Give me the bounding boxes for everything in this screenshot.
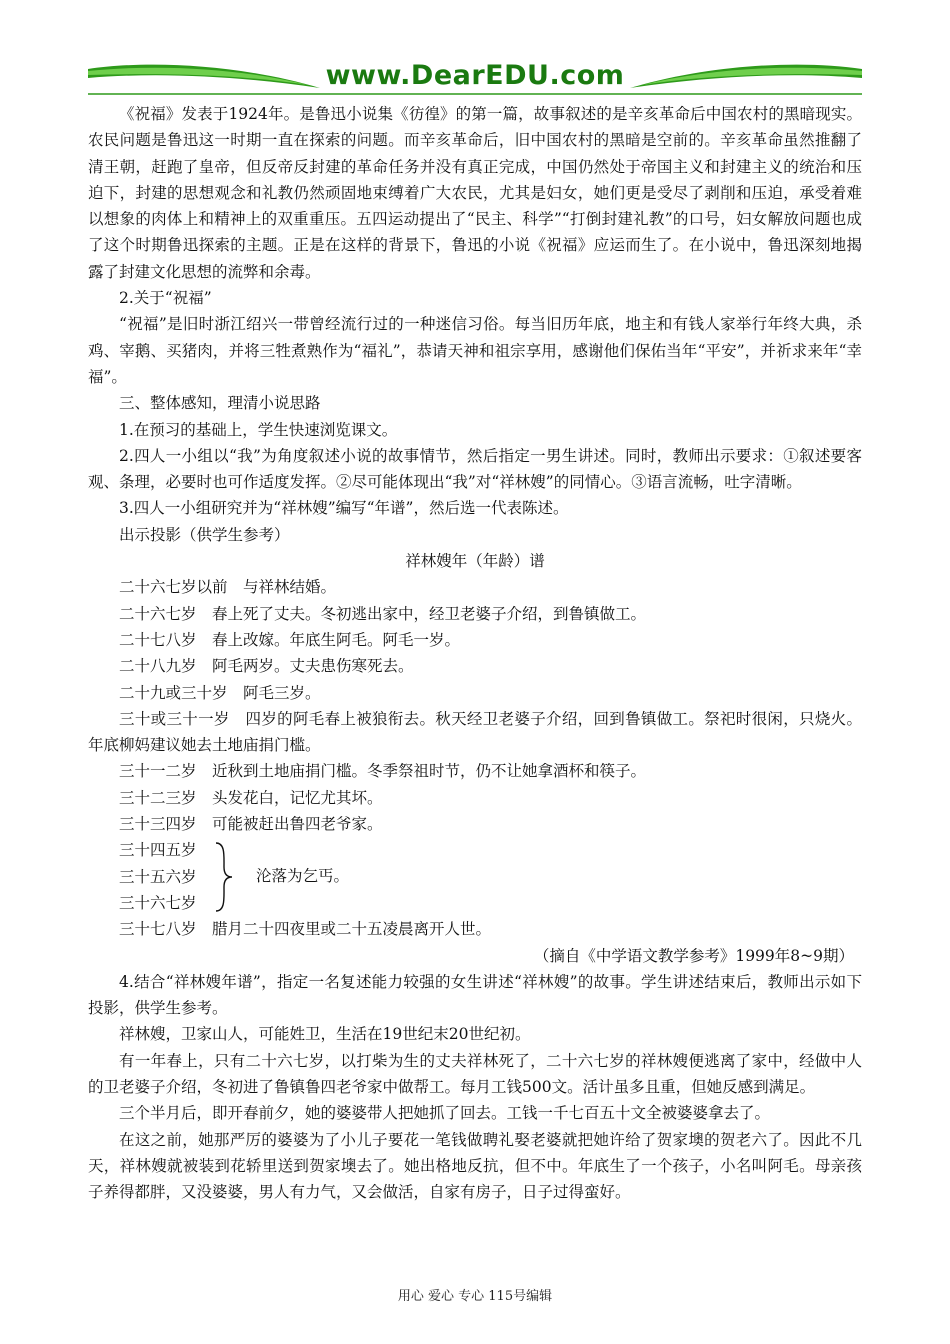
- step-3: 3.四人一小组研究并为“祥林嫂”编写“年谱”，然后选一代表陈述。: [119, 499, 569, 518]
- section-heading-three: 三、整体感知，理清小说思路: [119, 394, 321, 413]
- step-1: 1.在预习的基础上，学生快速浏览课文。: [119, 420, 398, 439]
- brace-age: 三十六七岁: [119, 893, 197, 912]
- chronology-entry: 三十二三岁 头发花白，记忆尤其坏。: [119, 788, 383, 807]
- zhufu-paragraph: “祝福”是旧时浙江绍兴一带曾经流行过的一种迷信习俗。每当旧历年底，地主和有钱人家举行年终大典，杀鸡、宰鹅、买猪肉，并将三牲煮熟作为“福礼”，恭请天神和祖宗享用，感谢他们保佑当年“平安”，并祈求来年“幸福”。: [88, 315, 862, 386]
- site-header-banner: [88, 58, 862, 98]
- section-heading-zhufu: 2.关于“祝福”: [119, 289, 212, 308]
- right-brace-icon: [213, 841, 235, 913]
- step-2: 2.四人一小组以“我”为角度叙述小说的故事情节，然后指定一男生讲述。同时，教师出示要求：①叙述要客观、条理，必要时也可作适度发挥。②尽可能体现出“我”对“祥林嫂”的同情心。③语言流畅，吐字清晰。: [88, 446, 862, 492]
- chronology-entry: 二十六七岁 春上死了丈夫。冬初逃出家中，经卫老婆子介绍，到鲁镇做工。: [119, 604, 647, 623]
- chronology-entry: 三十三四岁 可能被赶出鲁四老爷家。: [119, 815, 383, 834]
- chronology-entry: 二十六七岁以前 与祥林结婚。: [119, 578, 337, 597]
- source-citation: （摘自《中学语文教学参考》1999年8~9期）: [533, 946, 854, 965]
- page-footer: 用心 爱心 专心 115号编辑: [397, 1289, 553, 1304]
- brace-age: 三十五六岁: [119, 867, 197, 886]
- chronology-entry: 二十九或三十岁 阿毛三岁。: [119, 683, 321, 702]
- brace-age: 三十四五岁: [119, 841, 197, 860]
- chronology-entry: 二十八九岁 阿毛两岁。丈夫患伤寒死去。: [119, 657, 414, 676]
- step-4: 4.结合“祥林嫂年谱”，指定一名复述能力较强的女生讲述“祥林嫂”的故事。学生讲述结束后，教师出示如下投影，供学生参考。: [88, 972, 862, 1018]
- document-body: [88, 101, 862, 1205]
- chronology-entry-last: 三十七八岁 腊月二十四夜里或二十五凌晨离开人世。: [119, 920, 492, 939]
- story-paragraph: 三个半月后，即开春前夕，她的婆婆带人把她抓了回去。工钱一千七百五十文全被婆婆拿去了。: [119, 1104, 771, 1123]
- chronology-entry: 三十一二岁 近秋到土地庙捐门槛。冬季祭祖时节，仍不让她拿酒杯和筷子。: [119, 762, 647, 781]
- intro-paragraph: 《祝福》发表于1924年。是鲁迅小说集《彷徨》的第一篇，故事叙述的是辛亥革命后中国农村的黑暗现实。农民问题是鲁迅这一时期一直在探索的问题。而辛亥革命后，旧中国农村的黑暗是空前的。辛亥革命虽然推翻了清王朝，赶跑了皇帝，但反帝反封建的革命任务并没有真正完成，中国仍然处于帝国主义和封建主义的统治和压迫下，封建的思想观念和礼教仍然顽固地束缚着广大农民，尤其是妇女，她们更是受尽了剥削和压迫，承受着难以想象的肉体上和精神上的双重重压。五四运动提出了“民主、科学”“打倒封建礼教”的口号，妇女解放问题也成了这个时期鲁迅探索的主题。正是在这样的背景下，鲁迅的小说《祝福》应运而生了。在小说中，鲁迅深刻地揭露了封建文化思想的流弊和余毒。: [88, 105, 862, 281]
- brace-description: 沦落为乞丐。: [256, 867, 350, 886]
- story-paragraph: 在这之前，她那严厉的婆婆为了小儿子要花一笔钱做聘礼娶老婆就把她许给了贺家墺的贺老六了。因此不几天，祥林嫂就被装到花轿里送到贺家墺去了。她出格地反抗，但不中。年底生了一个孩子，小名叫阿毛。母亲孩子养得都胖，又没婆婆，男人有力气，又会做活，自家有房子，日子过得蛮好。: [88, 1130, 862, 1202]
- chronology-entry: 三十或三十一岁 四岁的阿毛春上被狼衔去。秋天经卫老婆子介绍，回到鲁镇做工。祭祀时很闲，只烧火。年底柳妈建议她去土地庙捐门槛。: [88, 709, 862, 755]
- projection-note: 出示投影（供学生参考）: [119, 525, 290, 544]
- chronology-title: 祥林嫂年（年龄）谱: [405, 552, 545, 571]
- story-paragraph: 有一年春上，只有二十六七岁，以打柴为生的丈夫祥林死了，二十六七岁的祥林嫂便逃离了家中，经做中人的卫老婆子介绍，冬初进了鲁镇鲁四老爷家中做帮工。每月工钱500文。活计虽多且重，但她反感到满足。: [88, 1051, 862, 1096]
- story-paragraph: 祥林嫂，卫家山人，可能姓卫，生活在19世纪末20世纪初。: [119, 1025, 531, 1044]
- chronology-brace-group: [88, 837, 862, 916]
- site-logo-text: www.DearEDU.com: [325, 60, 625, 91]
- chronology-entry: 二十七八岁 春上改嫁。年底生阿毛。阿毛一岁。: [119, 630, 461, 649]
